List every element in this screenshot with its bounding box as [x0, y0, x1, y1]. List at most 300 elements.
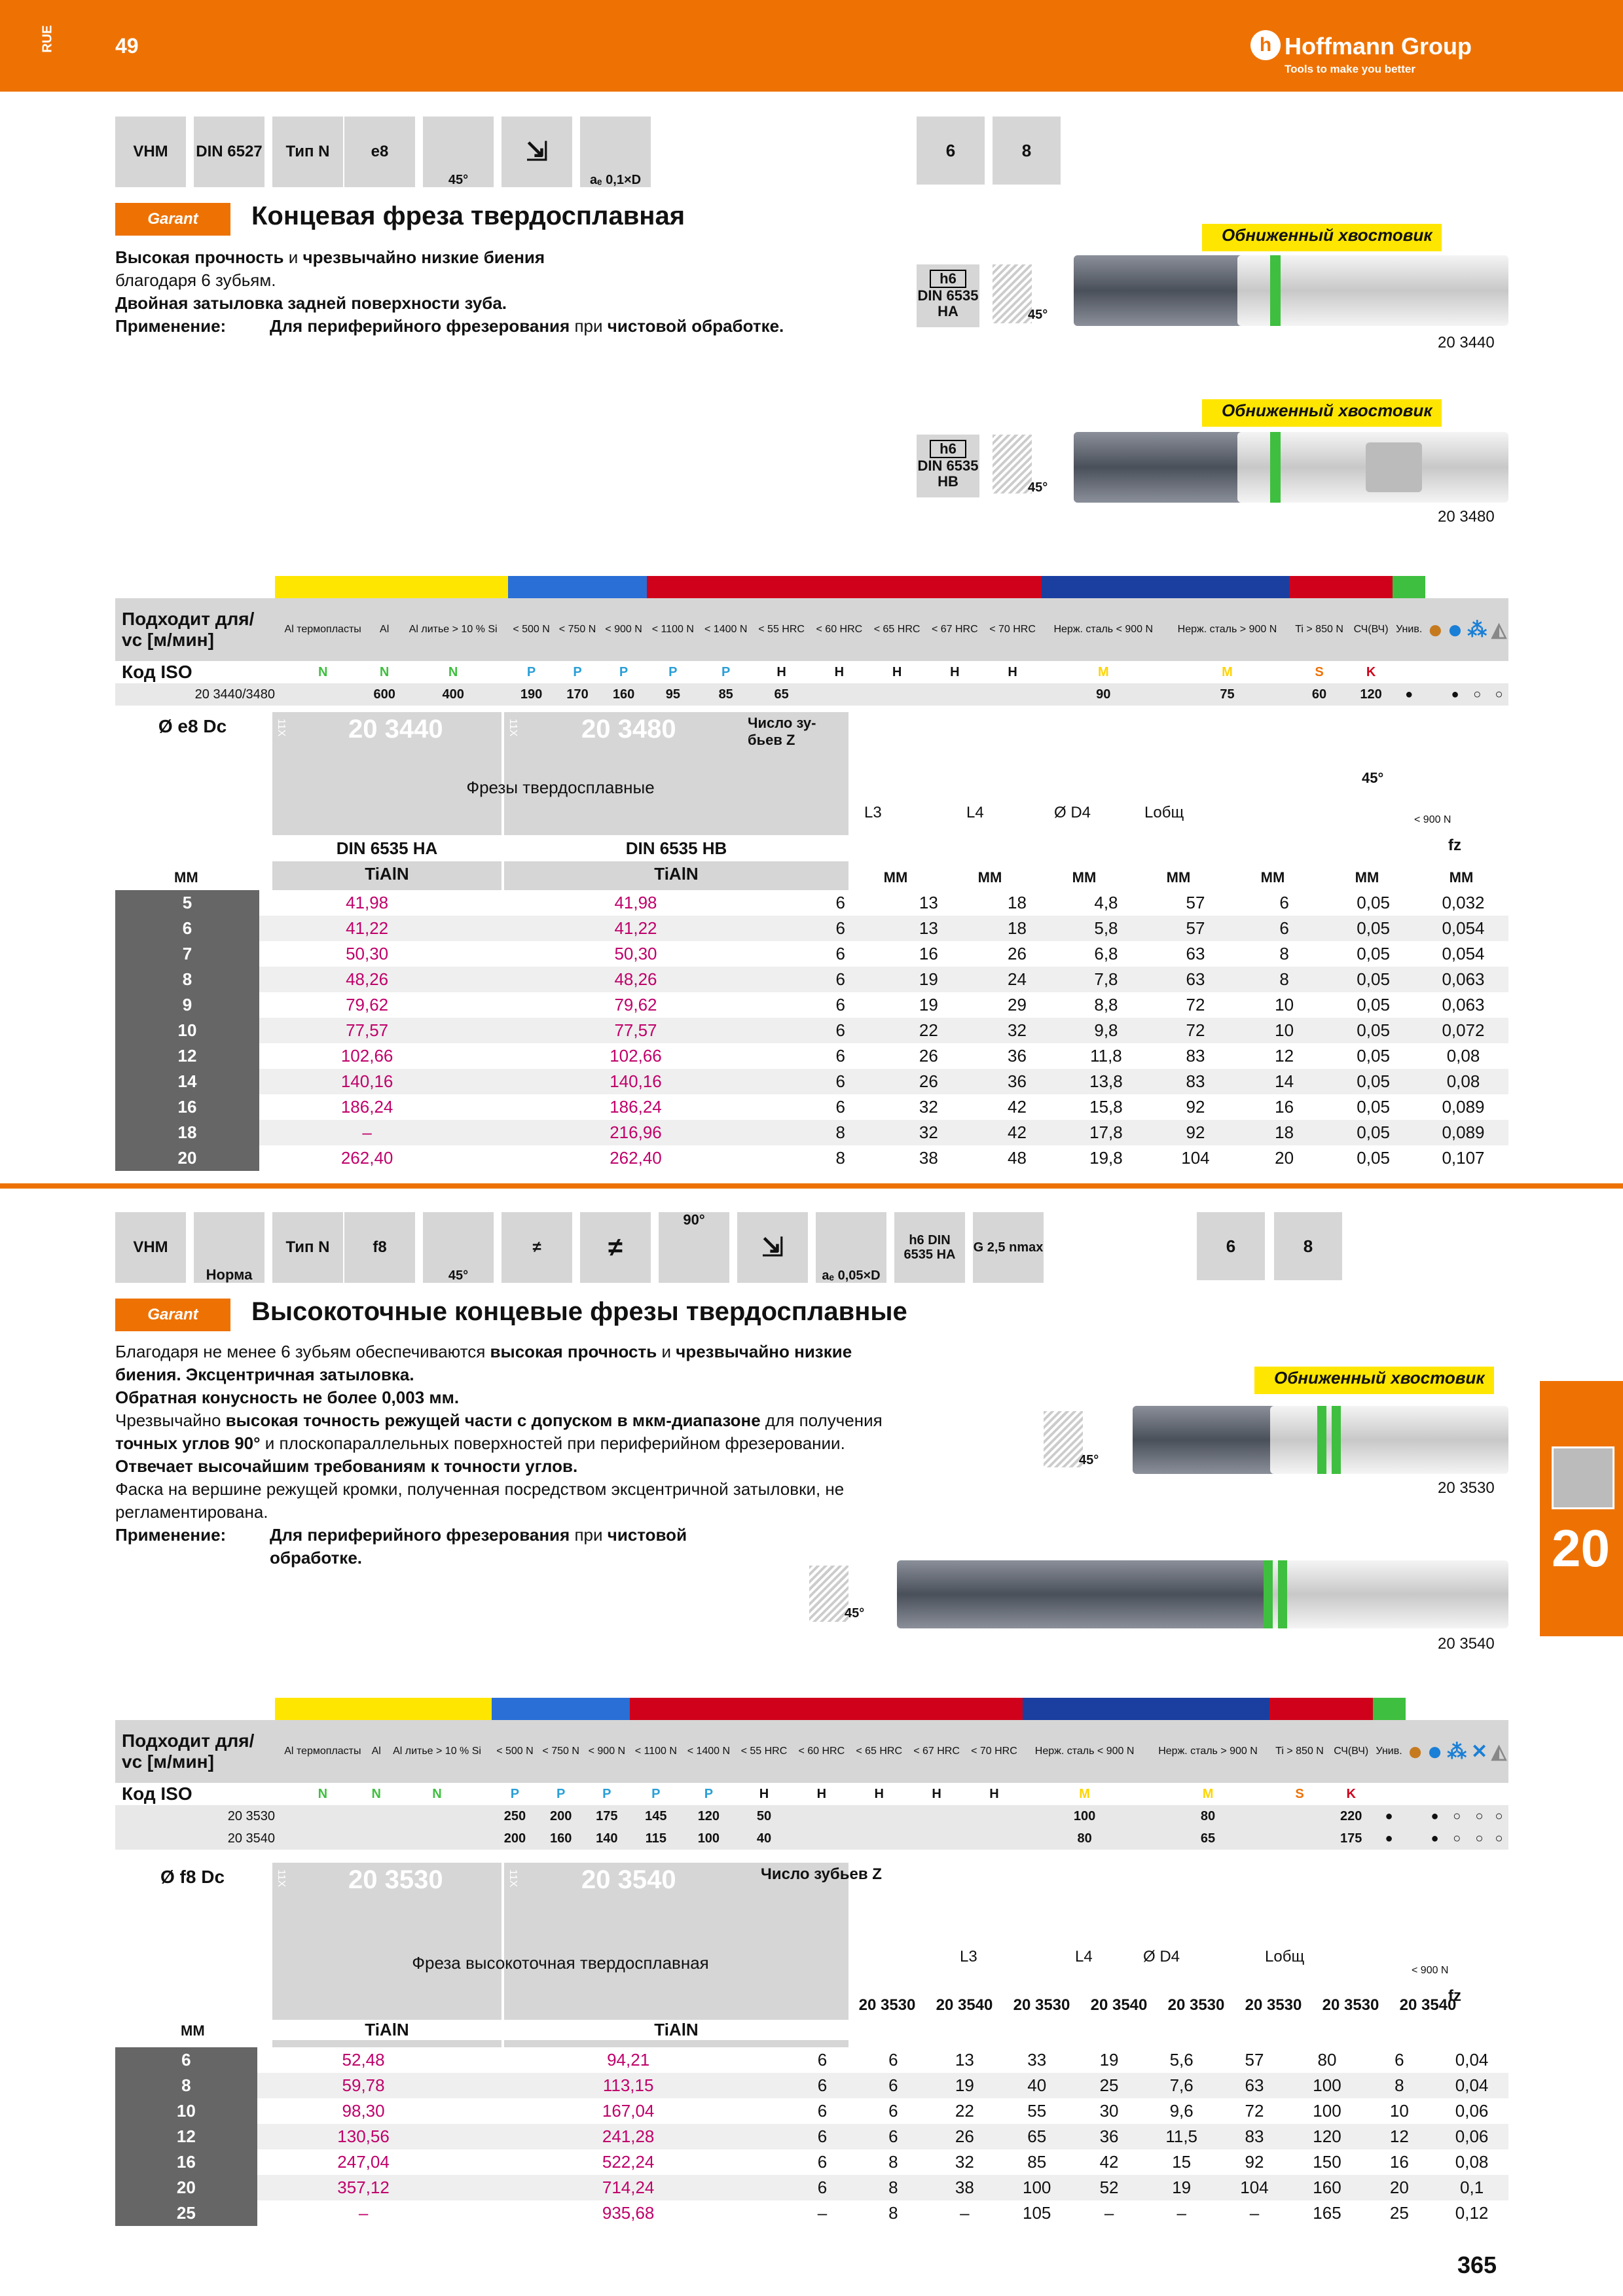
coolant-value: ● — [1451, 687, 1459, 702]
price-cell: 186,24 — [610, 1097, 662, 1117]
spec-cell: 8 — [835, 1122, 846, 1142]
coolant-value: ○ — [1473, 687, 1482, 702]
iso-code: H — [834, 664, 845, 679]
iso-code: P — [602, 1786, 611, 1801]
diameter-cell: 20 — [115, 1145, 259, 1171]
spec-cell: 120 — [1313, 2126, 1341, 2146]
spec-cell: 8 — [888, 2203, 898, 2223]
spec-cell: 6 — [817, 2050, 828, 2070]
vc-value — [908, 1827, 966, 1850]
spec-cell: 16 — [1275, 1097, 1294, 1117]
teeth-8-icon: 8 — [993, 117, 1061, 185]
vc-value — [926, 683, 983, 706]
spec-cell: 26 — [1008, 944, 1027, 963]
table-row — [115, 2047, 1508, 2073]
vc-value: 160 — [612, 687, 635, 702]
vc-value: 40 — [756, 1831, 772, 1846]
table-row — [115, 967, 1508, 992]
material-vhm-icon: VHM — [115, 1212, 186, 1283]
iso-code: H — [892, 664, 902, 679]
brand-tagline: Tools to make you better — [1285, 63, 1415, 75]
article-number-4: 20 3540 — [1438, 1635, 1495, 1653]
article-number-2: 20 3480 — [1438, 508, 1495, 526]
iso-code: N — [432, 1786, 442, 1801]
price-cell: 79,62 — [614, 995, 657, 1014]
spec-cell: 5,6 — [1169, 2050, 1194, 2070]
vc-value: 170 — [566, 687, 589, 702]
fz-head: fz — [1448, 836, 1461, 854]
end-mill-image — [1074, 255, 1244, 326]
spec-cell: 22 — [955, 2101, 974, 2121]
iso-label: Код ISO — [122, 662, 192, 682]
spec-cell: 22 — [919, 1020, 938, 1040]
vc-value — [868, 683, 926, 706]
suit-label: Подходит для/ vc [м/мин] — [122, 609, 255, 650]
price-cell: 186,24 — [340, 1097, 393, 1117]
vc-value: 100 — [697, 1831, 720, 1846]
spec-cell: 13,8 — [1089, 1071, 1123, 1091]
runout-icon: ≠ — [580, 1212, 651, 1283]
balance-g25-icon: G 2,5 nmax — [973, 1212, 1044, 1283]
suit-col: < 750 N — [558, 624, 596, 635]
vc-value: 600 — [373, 687, 395, 702]
price-cell: 77,57 — [614, 1020, 657, 1040]
suit-col: Al литье > 10 % Si — [409, 624, 498, 635]
spec-cell: 0,072 — [1442, 1020, 1485, 1040]
iso-code: P — [651, 1786, 661, 1801]
vc-value: ○ — [1475, 1831, 1484, 1846]
spec-cell: 165 — [1313, 2203, 1341, 2223]
vc-value: 200 — [503, 1831, 526, 1846]
table2-header — [115, 1863, 1508, 2047]
spec-cell: 72 — [1186, 995, 1205, 1014]
spec-cell: 32 — [919, 1122, 938, 1142]
suit-row — [115, 1827, 1508, 1850]
vc-value — [382, 1805, 492, 1827]
spec-cell: 0,05 — [1357, 969, 1390, 989]
suit-row — [115, 1805, 1508, 1827]
diameter-cell: 16 — [115, 1094, 259, 1120]
vc-value — [983, 683, 1041, 706]
spec-cell: 0,089 — [1442, 1122, 1485, 1142]
suit-col: < 65 HRC — [873, 624, 921, 635]
table-row — [115, 1120, 1508, 1145]
std-2: DIN 6535 HB — [504, 835, 848, 861]
diameter-cell: 18 — [115, 1120, 259, 1145]
coolant-dry-icon: ● — [1407, 1736, 1423, 1766]
vc-value: ○ — [1495, 1808, 1503, 1823]
lang-code: RUE — [40, 25, 55, 53]
spec-cell: 15,8 — [1089, 1097, 1123, 1117]
price-cell: 167,04 — [602, 2101, 655, 2121]
coolant-emulsion-icon: ● — [1427, 1736, 1443, 1766]
coating-2: TiAlN — [654, 864, 699, 884]
spec-cell: 26 — [919, 1046, 938, 1066]
spec-cell: 57 — [1186, 918, 1205, 938]
spec-cell: 18 — [1008, 893, 1027, 912]
iso-code: N — [318, 664, 328, 679]
iso-code: N — [448, 664, 458, 679]
spec-cell: 80 — [1317, 2050, 1337, 2070]
price-cell: 94,21 — [607, 2050, 650, 2070]
desc-line: Применение: Для периферийного фрезерования при чистовой обработке. — [115, 316, 784, 336]
suit-col: СЧ(ВЧ) — [1353, 624, 1389, 635]
spec-cell: 6 — [817, 2152, 828, 2172]
suit-col: < 65 HRC — [856, 1746, 903, 1757]
iso-code: N — [371, 1786, 381, 1801]
chamfer-angle: 45° — [1028, 308, 1048, 322]
suit-col: < 1100 N — [634, 1746, 677, 1757]
suit-col: < 1400 N — [687, 1746, 731, 1757]
iso-code: M — [1079, 1786, 1090, 1801]
shank-h6-icon: h6 DIN 6535 HA — [894, 1212, 965, 1283]
suit-col: СЧ(ВЧ) — [1334, 1746, 1369, 1757]
vc-value: 140 — [596, 1831, 618, 1846]
vc-value: 175 — [1340, 1831, 1362, 1846]
drill-icon — [1552, 1446, 1614, 1509]
vc-value — [850, 1805, 908, 1827]
table-row — [115, 2073, 1508, 2098]
spec-cell: 9,8 — [1094, 1020, 1118, 1040]
teeth-head: Число зу- бьев Z — [748, 715, 816, 748]
shank-image — [1270, 1560, 1508, 1628]
spec-cell: 0,04 — [1455, 2075, 1489, 2095]
spec-cell: 19 — [955, 2075, 974, 2095]
vc-value: 65 — [1200, 1831, 1216, 1846]
vc-value: 145 — [645, 1808, 667, 1823]
spec-cell: 19 — [919, 969, 938, 989]
spec-cell: 100 — [1313, 2101, 1341, 2121]
spec-cell: 0,06 — [1455, 2126, 1489, 2146]
diameter-cell: 14 — [115, 1069, 259, 1094]
spec-cell: 63 — [1245, 2075, 1264, 2095]
spec-cell: 19 — [919, 995, 938, 1014]
price-cell: 113,15 — [602, 2075, 654, 2095]
vc-value: 100 — [1073, 1808, 1096, 1823]
spec-cell: 6 — [835, 893, 846, 912]
price-cell: 102,66 — [610, 1046, 662, 1066]
price-table-2 — [115, 2047, 1508, 2226]
vc-value: ● — [1405, 687, 1413, 702]
vc-value — [966, 1827, 1023, 1850]
dia-head: Ø e8 Dc — [158, 716, 227, 736]
spec-cell: 25 — [1389, 2203, 1409, 2223]
spec-cell: 17,8 — [1089, 1122, 1123, 1142]
suit-col: < 900 N — [588, 1746, 626, 1757]
brand-logo-icon: h — [1250, 30, 1281, 60]
ltotal-head: Lобщ — [1144, 804, 1184, 821]
spec-cell: 0,05 — [1357, 1071, 1390, 1091]
vc-value: 120 — [697, 1808, 720, 1823]
green-ring — [1264, 1560, 1273, 1628]
spec-cell: 104 — [1240, 2178, 1269, 2197]
spec-cell: 0,05 — [1357, 995, 1390, 1014]
suit-row-name: 20 3530 — [227, 1808, 275, 1823]
spec-cell: 36 — [1099, 2126, 1119, 2146]
vc-value — [275, 1827, 371, 1850]
price-cell: 140,16 — [340, 1071, 393, 1091]
vc-value — [275, 1805, 371, 1827]
desc-line: Благодаря не менее 6 зубьям обеспечиваются высокая прочность и чрезвычайно низкие — [115, 1342, 852, 1361]
vc-value — [275, 683, 371, 706]
spec-cell: 8 — [888, 2152, 898, 2172]
iso-code: K — [1366, 664, 1376, 679]
spec-cell: 0,05 — [1357, 1046, 1390, 1066]
spec-cell: 10 — [1275, 995, 1294, 1014]
fz-sub: < 900 N — [1412, 1965, 1449, 1976]
price-cell: 522,24 — [602, 2152, 655, 2172]
chamfer-45-icon — [1044, 1411, 1083, 1467]
spec-cell: 13 — [955, 2050, 974, 2070]
spec-cell: 92 — [1186, 1097, 1205, 1117]
coolant-emulsion-icon: ● — [1447, 615, 1463, 644]
helix-angle: 45° — [448, 173, 469, 187]
type-n-icon: Тип N — [272, 117, 343, 187]
spec-cell: 85 — [1027, 2152, 1047, 2172]
chapter-number: 20 — [1552, 1519, 1610, 1577]
suit-col: Al — [371, 1746, 381, 1757]
spec-cell: 11,8 — [1090, 1046, 1122, 1066]
desc-line: Обратная конусность не более 0,003 мм. — [115, 1388, 460, 1407]
spec-cell: 10 — [1275, 1020, 1294, 1040]
vc-value: ○ — [1453, 1831, 1461, 1846]
article-1: 20 3440 — [348, 715, 443, 744]
chamfer-head: 45° — [1362, 770, 1384, 786]
depth-of-cut-icon — [580, 117, 651, 187]
spec-cell: 6 — [835, 1046, 846, 1066]
desc-line: Двойная затыловка задней поверхности зуба. — [115, 293, 507, 313]
spec-cell: 0,063 — [1442, 969, 1485, 989]
spec-cell: 26 — [955, 2126, 974, 2146]
spec-cell: 10 — [1389, 2101, 1409, 2121]
vc-value: 80 — [1200, 1808, 1216, 1823]
desc-line: Фаска на вершине режущей кромки, полученная посредством эксцентричной затыловки, не — [115, 1479, 845, 1499]
spec-cell: 8 — [1279, 944, 1289, 963]
spec-cell: 15 — [1172, 2152, 1192, 2172]
price-cell: 41,98 — [614, 893, 657, 912]
desc-line: Применение: Для периферийного фрезерования при чистовой — [115, 1525, 687, 1545]
helix-45-icon — [423, 1212, 494, 1283]
diameter-cell: 10 — [115, 2098, 257, 2124]
spec-cell: 0,05 — [1357, 893, 1390, 912]
vc-value — [1269, 1827, 1330, 1850]
ltotal-head: Lобщ — [1265, 1948, 1305, 1965]
vc-value: 65 — [774, 687, 789, 702]
type-n-icon: Тип N — [272, 1212, 343, 1283]
teeth-head: Число зубьев Z — [761, 1865, 882, 1883]
iso-code: P — [721, 664, 731, 679]
d4-head: Ø D4 — [1054, 804, 1091, 821]
spec-cell: – — [1104, 2203, 1114, 2223]
spec-cell: 0,06 — [1455, 2101, 1489, 2121]
chamfer-45-icon — [993, 264, 1032, 323]
price-cell: 52,48 — [342, 2050, 385, 2070]
spec-cell: 16 — [919, 944, 938, 963]
suit-col: Al термопласты — [284, 624, 361, 635]
spec-cell: 0,12 — [1455, 2203, 1489, 2223]
spec-cell: – — [817, 2203, 828, 2223]
spec-cell: 32 — [1008, 1020, 1027, 1040]
iso-code: P — [573, 664, 582, 679]
product-name: Фреза высокоточная твердосплавная — [412, 1953, 709, 1973]
price-cell: 98,30 — [342, 2101, 385, 2121]
spec-cell: 6 — [817, 2126, 828, 2146]
spec-cell: 0,05 — [1357, 1020, 1390, 1040]
diameter-cell: 8 — [115, 2073, 257, 2098]
spec-cell: 9,6 — [1169, 2101, 1194, 2121]
article-2: 20 3540 — [581, 1865, 676, 1894]
suit-col: Нерж. сталь > 900 N — [1158, 1746, 1258, 1757]
page-number: 365 — [1457, 2251, 1497, 2278]
table-row — [115, 2098, 1508, 2124]
vc-value — [850, 1827, 908, 1850]
pack-prefix: 11X — [276, 1869, 287, 1888]
spec-cell: 8 — [835, 1148, 846, 1168]
iso-label: Код ISO — [122, 1784, 192, 1804]
price-cell: 59,78 — [342, 2075, 385, 2095]
vc-value — [793, 1827, 850, 1850]
vc-value: 95 — [665, 687, 680, 702]
spec-cell: 6 — [835, 995, 846, 1014]
vc-value — [1269, 1805, 1330, 1827]
spec-cell: 104 — [1181, 1148, 1210, 1168]
depth-of-cut-icon — [816, 1212, 886, 1283]
depth-of-cut-text: aₑ 0,1×D — [589, 173, 642, 187]
green-ring — [1317, 1406, 1326, 1474]
coolant-value: ○ — [1495, 687, 1503, 702]
tolerance-h6-icon: h6 DIN 6535 HA — [917, 264, 979, 327]
iso-code: H — [776, 664, 786, 679]
price-cell: 48,26 — [614, 969, 657, 989]
unequal-pitch-icon: ≠ — [501, 1212, 572, 1283]
suit-col: < 500 N — [496, 1746, 534, 1757]
coolant-dry-icon: ● — [1427, 615, 1444, 644]
vc-value — [1406, 1805, 1425, 1827]
spec-cell: 0,05 — [1357, 918, 1390, 938]
table-row — [115, 1018, 1508, 1043]
coating-1: TiAlN — [365, 864, 409, 884]
spec-cell: 100 — [1023, 2178, 1051, 2197]
table-row — [115, 1145, 1508, 1171]
spec-cell: 19,8 — [1089, 1148, 1123, 1168]
spec-cell: 0,089 — [1442, 1097, 1485, 1117]
spec-cell: 20 — [1389, 2178, 1409, 2197]
spec-cell: 6 — [835, 1020, 846, 1040]
spec-cell: 6 — [1279, 893, 1289, 912]
vc-value: 220 — [1340, 1808, 1362, 1823]
diameter-cell: 16 — [115, 2149, 257, 2175]
spec-cell: 42 — [1099, 2152, 1119, 2172]
iso-code: M — [1202, 1786, 1214, 1801]
spec-cell: 18 — [1275, 1122, 1294, 1142]
table-row — [115, 916, 1508, 941]
suit-col: < 500 N — [513, 624, 550, 635]
iso-code: N — [379, 664, 390, 679]
vc-value: ● — [1385, 1831, 1393, 1846]
end-mill-image — [1133, 1406, 1277, 1474]
spec-cell: 40 — [1027, 2075, 1047, 2095]
price-cell: 48,26 — [346, 969, 389, 989]
spec-cell: 100 — [1313, 2075, 1341, 2095]
diameter-cell: 8 — [115, 967, 259, 992]
vc-value — [793, 1805, 850, 1827]
price-cell: 50,30 — [346, 944, 389, 963]
table-row — [115, 2175, 1508, 2200]
end-mill-image — [1074, 432, 1244, 503]
price-cell: 50,30 — [614, 944, 657, 963]
length-l4-head: L4 — [966, 804, 984, 821]
diameter-cell: 6 — [115, 2047, 257, 2073]
spec-cell: 92 — [1186, 1122, 1205, 1142]
suit-col: < 750 N — [542, 1746, 579, 1757]
spec-cell: 0,1 — [1460, 2178, 1484, 2197]
spec-cell: 38 — [955, 2178, 974, 2197]
suit-col: Ti > 850 N — [1275, 1746, 1324, 1757]
price-cell: 41,98 — [346, 893, 389, 912]
spec-cell: 0,08 — [1446, 1046, 1480, 1066]
chamfer-45-icon — [993, 435, 1032, 493]
vc-value: 120 — [1360, 687, 1382, 702]
cut-direction-icon: ⇲ — [501, 117, 572, 187]
article-number-3: 20 3530 — [1438, 1479, 1495, 1497]
spec-cell: 7,8 — [1094, 969, 1118, 989]
suit-col: Нерж. сталь < 900 N — [1034, 1746, 1135, 1757]
suitability-table-2 — [115, 1698, 1508, 1850]
vc-value: ○ — [1495, 1831, 1503, 1846]
iso-code: H — [1008, 664, 1017, 679]
spec-cell: 42 — [1008, 1097, 1027, 1117]
desc-line: благодаря 6 зубьям. — [115, 270, 276, 290]
fz-head: fz — [1448, 1987, 1461, 2005]
norm-icon: Норма — [194, 1212, 264, 1283]
price-cell: 357,12 — [337, 2178, 390, 2197]
suit-col: < 67 HRC — [913, 1746, 960, 1757]
shank-label-1: Обниженный хвостовик — [1202, 224, 1442, 251]
spec-cell: 0,05 — [1357, 944, 1390, 963]
desc-line: регламентирована. — [115, 1502, 268, 1522]
suit-col: < 70 HRC — [989, 624, 1036, 635]
tolerance-e8-icon: e8 — [344, 117, 415, 187]
chamfer-angle: 45° — [845, 1606, 865, 1621]
table-row — [115, 992, 1508, 1018]
din-6527-icon: DIN 6527 — [194, 117, 264, 187]
spec-cell: 32 — [955, 2152, 974, 2172]
vc-value: ● — [1385, 1808, 1393, 1823]
vc-value — [382, 1827, 492, 1850]
suit-col: Al термопласты — [284, 1746, 361, 1757]
helix-45-icon — [423, 117, 494, 187]
price-cell: 262,40 — [610, 1148, 662, 1168]
iso-code: M — [1097, 664, 1109, 679]
spec-cell: 6 — [1395, 2050, 1404, 2070]
spec-cell: 0,054 — [1442, 918, 1485, 938]
section-divider — [0, 1183, 1623, 1189]
d4-head: Ø D4 — [1143, 1948, 1180, 1965]
spec-cell: 6 — [888, 2101, 898, 2121]
corner-90-icon — [659, 1212, 729, 1283]
vc-value: 190 — [520, 687, 543, 702]
spec-cell: 6 — [888, 2050, 898, 2070]
vc-value: 160 — [549, 1831, 572, 1846]
vc-value: 80 — [1077, 1831, 1092, 1846]
garant-logo: Garant — [115, 203, 230, 236]
price-cell: 247,04 — [337, 2152, 390, 2172]
desc-line: обработке. — [270, 1548, 363, 1568]
suit-col: Унив. — [1376, 1746, 1402, 1757]
price-cell: 935,68 — [602, 2203, 655, 2223]
spec-cell: 13 — [919, 918, 938, 938]
desc-line: Чрезвычайно высокая точность режущей части с допуском в мкм-диапазоне для получения — [115, 1410, 883, 1430]
